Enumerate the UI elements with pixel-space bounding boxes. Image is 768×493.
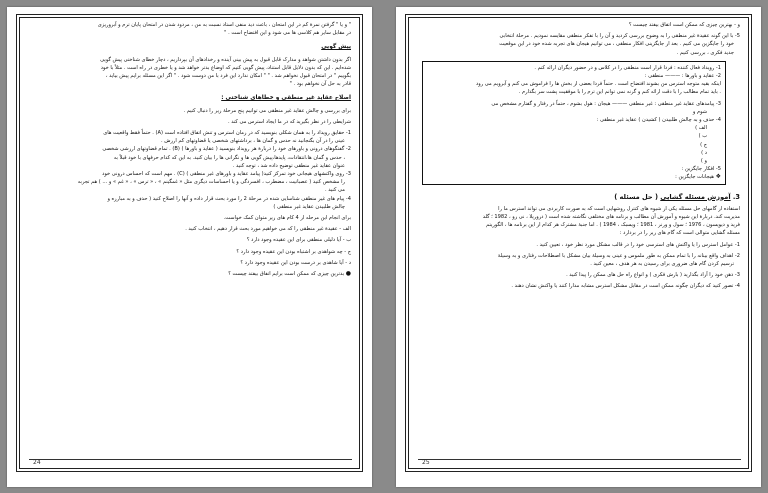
question-text: بدترین چیزی که ممکن است برایم اتفاق بیفتد چیست ؟ bbox=[228, 271, 345, 278]
question-line: د - آیا شاهدی بر درست بودن این عقیده وجود دارد ؟ bbox=[240, 259, 351, 266]
text-line: 5- با این گونه عقیدۀ غیر منطقی را به وضوح بررسی کردید و آن را با تفکر منطقی مقایسه نمودیم . مرحلۀ انتخابی bbox=[499, 33, 740, 40]
box-line: ج ) bbox=[700, 141, 707, 148]
page-number: 24 bbox=[33, 459, 41, 466]
footer-rule bbox=[29, 459, 352, 460]
page-25 bbox=[396, 7, 761, 487]
section-title-paren: ( حل مسئله ) bbox=[614, 192, 658, 201]
text-line: فرید و دیویسون ، 1976 ؛ سول و ورنر ، 1981 ؛ ویسبک ، 1984 ) . اما جنبۀ مشترک هر کدام از این برنامه ها ، الگوریتم bbox=[486, 222, 740, 229]
question-line: ج - چه شواهدی بر اشتباه بودن این عقیده وجود دارد ؟ bbox=[236, 248, 351, 255]
step-line: 1- حقایق رویداد را به همان شکلی بنویسید که در زمان استرس و تنش اتفاق افتاده است (A) . حتماً فقط واقعیت های bbox=[103, 130, 351, 137]
question-line: ب - آیا دلیلی منطقی برای این عقیده وجود دارد ؟ bbox=[246, 237, 351, 244]
box-line: شوم و bbox=[692, 108, 707, 115]
box-line: 3- پیامدهای عقاید غیر منطقی : غیر منطقی ——— هیجان : هول بشوم ، حتماً در رفتار و گفتارم مشخص می bbox=[491, 100, 721, 107]
section-heading bbox=[416, 193, 740, 201]
page-24 bbox=[7, 7, 372, 487]
step-line: را مشخص کنید ( عصبانیت ، مضطرب ، افسردگی و یا احساسات دیگری مثل « غمگینم » ، « ترس » ، « غم » و ... ) هم تجربه bbox=[77, 179, 345, 186]
step-line: 3- ذهن خود را آزاد بگذارید ( بارش فکری ) و انواع راه حل های ممکن را پیدا کنید . bbox=[566, 272, 740, 279]
step-line: چالش طلبیدن عقاید غیر منطقی ) bbox=[273, 203, 345, 210]
box-line: 5- افکار جایگزین : bbox=[681, 166, 721, 173]
box-line: اینکه بقیه متوجه استرس من بشوند افتضاح است . حتماً فردا بعضی از بخش ها را فراموش می کنم و آبرویم می رود bbox=[476, 81, 721, 88]
text-line: مدیریت کند. دربارۀ این شیوه و آموزش آن مطالب و برنامه های مختلفی نگاشته شده است ( دزوریلا ، نی زو ، 1982 ؛ گلد bbox=[482, 214, 740, 221]
text-line: برای بررسی و چالش عقاید غیر منطقی می توانیم پنج مرحلۀ زیر را دنبال کنیم . bbox=[183, 107, 351, 114]
text-line: و - بهترین چیزی که ممکن است اتفاق بیفتد چیست ؟ bbox=[628, 22, 740, 28]
box-line bbox=[427, 173, 721, 181]
step-line: 1- عوامل استرس زا یا واکنش های استرسی خود را در قالب مشکل مورد نظر خود ، تعیین کنید . bbox=[536, 241, 740, 248]
box-line: الف ) bbox=[695, 125, 707, 132]
step-line: 4- تصور کنید که دیگران چگونه ممکن است در مقابل مشکل استرس مشابه مدارا کنند یا واکنش نشان دهند . bbox=[511, 283, 740, 290]
text-line: شرایطی را در نظر بگیرید که در ما ایجاد استرس می کند . bbox=[227, 118, 351, 125]
text-line: قادر به حل آن نخواهم بود . " bbox=[289, 81, 351, 88]
question-line bbox=[27, 270, 351, 278]
text-line: شده‌ایم . این که بدون دلایل قابل استناد، پیش گویی کنیم که اوضاع بدتر خواهد شد و یا خطری در راه است . مثلاً با خود bbox=[100, 64, 351, 71]
step-line: 4- پیام های غیر منطقی شناسایی شده در مرحلۀ 2 را مورد بحث قرار داده و آنها را اصلاح کنید ( حذف و به مبارزه و bbox=[107, 195, 351, 202]
page-content bbox=[27, 21, 351, 278]
text-line: خود را جایگزین می کنیم . بعد از جایگزینی افکار منطقی ، می توانیم هیجان های تجربه شده خود در این موقعیت bbox=[499, 41, 734, 48]
page-number: 25 bbox=[422, 459, 430, 466]
box-line: 1- رویداد فعال کننده : فردا قرار است منطقی را در کلاس و در حضور دیگران ارائه کنم . bbox=[534, 64, 721, 71]
section-heading: پیش گویی bbox=[321, 44, 351, 51]
step-line: عینی را در آن بگنجانید نه حدس و گمان ها ، برداشتهای شخصی یا قضاوتهای کم ارزش . bbox=[160, 138, 345, 145]
step-line: می کنید . bbox=[324, 187, 345, 194]
step-line: 2- گفتگوهای درونی و باورهای خود را دربارۀ هر رویداد بنویسید ( عقاید و باورها ) (B) . تمام قضاوتهای ارزشی شخصی bbox=[102, 146, 351, 153]
example-box bbox=[422, 61, 726, 185]
section-heading: اصلاح عقاید غیر منطقی و خطاهای شناختی : bbox=[221, 95, 351, 102]
step-line: ترسیم کردن گام های ضروری برای رسیدن به هر هدف ، معین کنید . bbox=[590, 261, 734, 268]
text-line: استفاده از گامهای حل مسئله یکی از شیوه های کنترل روشهایی است که به صورت کاربردی می تواند استرس ما را bbox=[498, 205, 740, 212]
text-line: جدید فکری ، بررسی کنیم . bbox=[676, 49, 734, 56]
step-line: 2- اهداف واقع بینانه را با تمام ممکن به طور ملموس و عینی به وسیلۀ بیان مشکل با اصطلاحات رفتاری و به وسیلۀ bbox=[497, 252, 740, 259]
text-line: برای انجام این مرحله از 4 کام های زیر متوان کمک خواست. bbox=[223, 215, 351, 222]
box-line: . باید تمام مطالب را با دقت ارائه کنم و گرنه نمی توانم این ترم را با موفقیت پشت سر بگذارم . bbox=[518, 89, 721, 96]
box-line: 2- عقاید و باورها : ——— منطقی : bbox=[644, 73, 721, 80]
question-line: الف - عقیدۀ غیر منطقی را که می خواهیم مورد بحث قرار دهیم ، انتخاب کنید . bbox=[185, 226, 351, 233]
box-line: و ) bbox=[700, 158, 707, 165]
bullet-icon: ● bbox=[345, 270, 351, 278]
diamond-bullet-icon: ❖ bbox=[715, 173, 721, 181]
text-line: بگوییم " در امتحان قبول نخواهم شد . " " امکان ندارد این فرد با من دوست شود . " اگر این مسئله برایم پیش بیاید ، bbox=[105, 73, 351, 80]
box-line: 4- حذف و به چالش طلبیدن ( کشیدن ) عقاید غیر منطقی : bbox=[596, 117, 721, 124]
section-title: آموزش مسئله گشایی bbox=[660, 192, 731, 201]
text-line: " و یا " گرفتن نمرۀ کم در این امتحان ، باعث دید منفی استاد نسبت به من ، مردود شدن در امتحان پایان ترم و آبروریزی bbox=[97, 22, 351, 28]
section-number: 3. bbox=[732, 192, 740, 201]
footer-rule bbox=[418, 459, 741, 460]
step-line: 3- روی واکنشهای هیجانی خود تمرکز کنید( پیامد عقاید و باورهای غیر منطقی ) (C) . مهم است که احساس درونی خود bbox=[102, 171, 351, 178]
step-line: عنوان عقاید غیر منطقی توضیح داده شد ، توجه کنید . bbox=[232, 162, 345, 169]
box-line-text: هیجانات جایگزین : bbox=[675, 174, 714, 181]
text-line: مسئله گشایی متوالی است که گام های زیر را در بردارد : bbox=[619, 230, 740, 237]
text-line: در مقابل سایر هم کلاسی ها می شود و این افتضاح است . " bbox=[224, 30, 351, 37]
page-content bbox=[416, 21, 740, 291]
box-line: ب ) bbox=[698, 133, 707, 140]
text-line: اگر بدون داشتن شواهد و مدارک قابل قبول به پیش بینی آینده و رخدادهای آن بپردازیم ، دچار خطای شناختی پیش گویی bbox=[100, 56, 351, 63]
box-line: د ) bbox=[701, 149, 707, 156]
step-line: ، حدس و گمان ها،انتقادات، پایدها،پیش گویی ها و نگرانی ها را بیان کنید. به این که کدام حرفهای با خود قبلاً به bbox=[113, 154, 345, 161]
